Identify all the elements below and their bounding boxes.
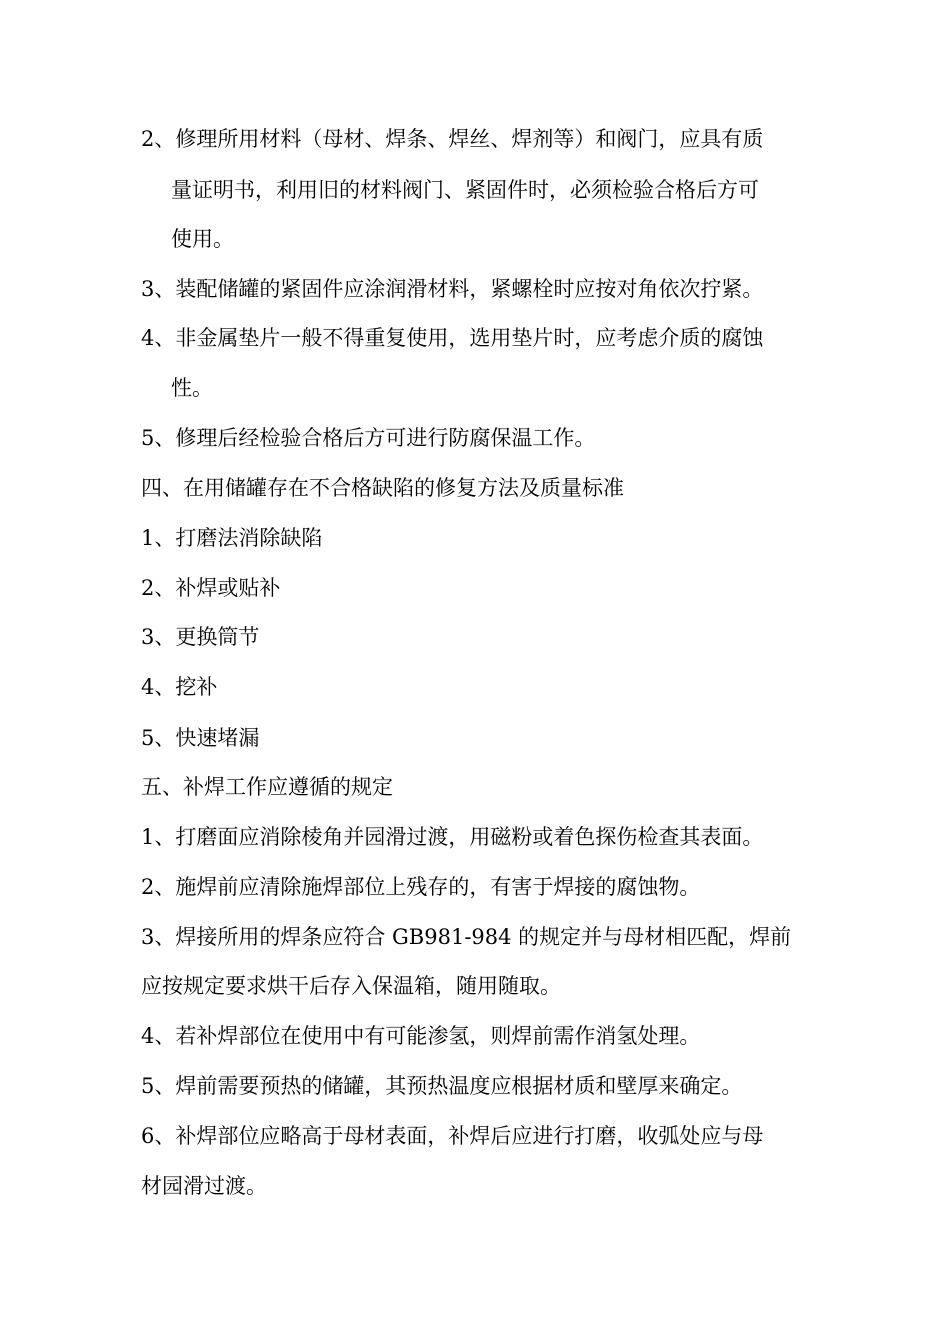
section-heading-4: 四、在用储罐存在不合格缺陷的修复方法及质量标准 xyxy=(141,476,624,500)
line-rule-5: 5、焊前需要预热的储罐，其预热温度应根据材质和壁厚来确定。 xyxy=(141,1074,743,1098)
line-rule-3: 3、焊接所用的焊条应符合 GB981-984 的规定并与母材相匹配，焊前 xyxy=(141,925,792,949)
line-method-4: 4、挖补 xyxy=(141,675,218,699)
line-item-4-gaskets: 4、非金属垫片一般不得重复使用，选用垫片时，应考虑介质的腐蚀 xyxy=(141,326,764,350)
line-item-2-materials: 2、修理所用材料（母材、焊条、焊丝、焊剂等）和阀门，应具有质 xyxy=(141,127,764,151)
line-method-3: 3、更换筒节 xyxy=(141,625,260,649)
line-item-4-gaskets-end: 性。 xyxy=(171,376,213,400)
line-item-5-anticorrosion: 5、修理后经检验合格后方可进行防腐保温工作。 xyxy=(141,426,596,450)
line-item-2-materials-cont: 量证明书，利用旧的材料阀门、紧固件时，必须检验合格后方可 xyxy=(171,178,759,202)
line-method-5: 5、快速堵漏 xyxy=(141,726,260,750)
line-rule-1: 1、打磨面应消除棱角并园滑过渡，用磁粉或着色探伤检查其表面。 xyxy=(141,825,764,849)
line-item-3-fasteners: 3、装配储罐的紧固件应涂润滑材料，紧螺栓时应按对角依次拧紧。 xyxy=(141,277,764,301)
line-rule-4: 4、若补焊部位在使用中有可能渗氢，则焊前需作消氢处理。 xyxy=(141,1024,701,1048)
line-rule-2: 2、施焊前应清除施焊部位上残存的，有害于焊接的腐蚀物。 xyxy=(141,875,701,899)
line-rule-6: 6、补焊部位应略高于母材表面，补焊后应进行打磨，收弧处应与母 xyxy=(141,1124,764,1148)
section-heading-5: 五、补焊工作应遵循的规定 xyxy=(141,775,393,799)
line-item-2-materials-end: 使用。 xyxy=(171,227,234,251)
line-method-1: 1、打磨法消除缺陷 xyxy=(141,526,323,550)
line-rule-6-cont: 材园滑过渡。 xyxy=(141,1174,267,1198)
line-method-2: 2、补焊或贴补 xyxy=(141,576,281,600)
line-rule-3-cont: 应按规定要求烘干后存入保温箱，随用随取。 xyxy=(141,974,561,998)
